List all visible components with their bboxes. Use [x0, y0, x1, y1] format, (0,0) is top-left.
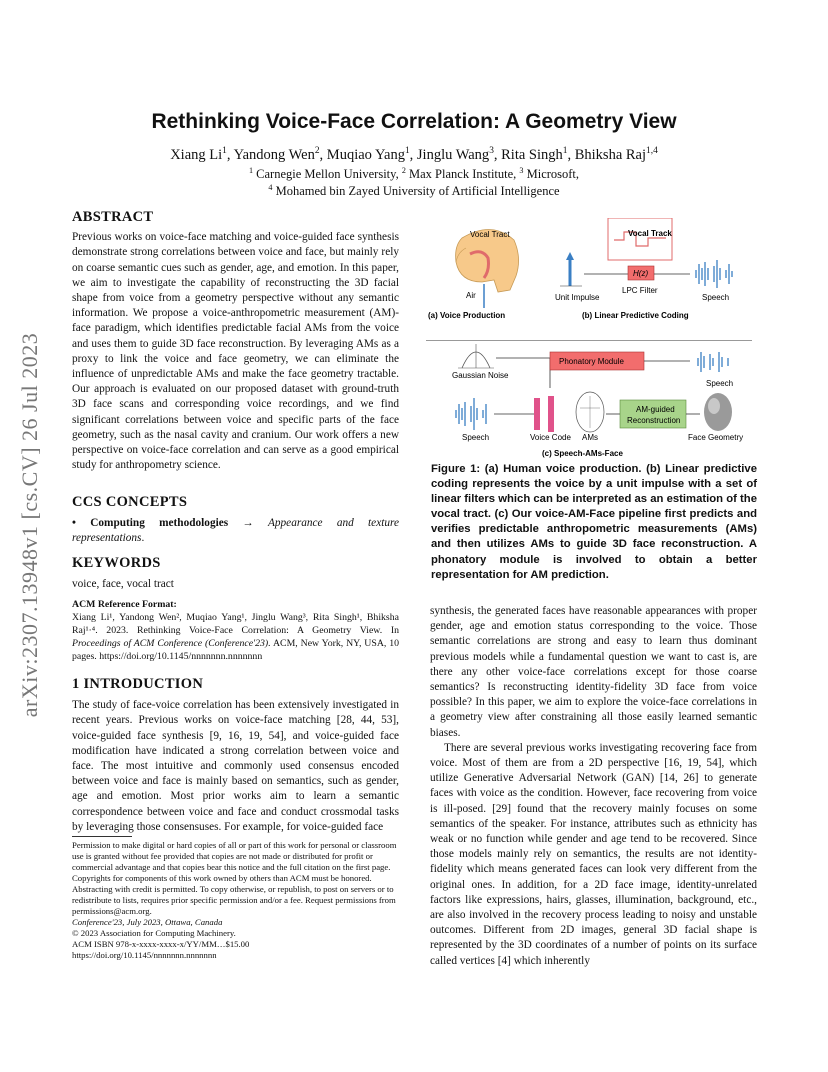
conference-line: Conference'23, July 2023, Ottawa, Canada	[72, 917, 223, 927]
author-sup: 1,4	[646, 146, 658, 156]
affil-sup: 1	[248, 166, 254, 175]
ccs-text	[72, 516, 399, 546]
subfig-c-label: (c) Speech-AMs-Face	[542, 449, 623, 458]
author-sup: 2	[314, 146, 320, 156]
voice-code-label: Voice Code	[530, 433, 571, 442]
doi-line: https://doi.org/10.1145/nnnnnnn.nnnnnnn	[72, 950, 217, 960]
acm-ref-italic: Proceedings of ACM Conference (Conference'23).	[72, 638, 271, 650]
affil-sup: 3	[519, 166, 524, 175]
ccs-bullet: • Computing methodologies	[72, 517, 229, 530]
author: Bhiksha Raj	[574, 146, 647, 163]
author: Jinglu Wang	[416, 146, 490, 163]
subfig-a-label: (a) Voice Production	[428, 311, 506, 320]
paper-title: Rethinking Voice-Face Correlation: A Geometry View	[151, 110, 677, 133]
ccs-heading: CCS CONCEPTS	[72, 494, 188, 510]
ccs-arrow: →	[228, 517, 268, 530]
affiliation-line-2	[0, 183, 828, 199]
figure-diagram	[422, 218, 758, 458]
left-column	[72, 210, 399, 473]
copyright-line: © 2023 Association for Computing Machinery.	[72, 928, 236, 938]
vocal-track-box	[608, 218, 672, 260]
abstract-heading: ABSTRACT	[72, 209, 154, 225]
ccs-italic: Appearance and texture representations	[72, 517, 399, 545]
speech-label-b: Speech	[702, 293, 730, 302]
speech-waveform	[696, 260, 732, 288]
ccs-end: .	[141, 532, 145, 545]
ams-face-sketch	[576, 392, 604, 432]
right-paragraph-2: There are several previous works investigating recovering face from voice. Most of them are from a 2D perspective [16, 19, 54], which utilize Generative Adversarial Network (GAN) [14, 26] to generate faces with voice as the condition. However, face recovering from voice is ill-posed. [29] found that the recovery mainly focuses on some semantics of the speaker. For instance, attributes such as ethnicity has weak or no function while gender and age tend to be recovered. Since those models mainly rely on semantics, the results are not identity-fidelity which means generated faces can look very different from the original ones. In addition, for a 2D face image, identity-unrelated factors like expressions, hairs, glasses, illumination, background, etc., are also involved in the recovery process leading to noisy and unstable outcomes. Different from 2D images, general 3D facial shape is represented by the 3D coordinates of a number of points on its surface called vertices [4] which inherently	[430, 741, 757, 967]
acm-ref-part: ACM, New York, NY, USA, 10 pages. https://doi.org/10.1145/nnnnnnn.nnnnnnn	[72, 638, 400, 663]
author: Rita Singh	[501, 146, 563, 163]
footnote-rule	[72, 836, 132, 837]
voice-code-bar-2	[548, 396, 554, 432]
arxiv-sidebar	[10, 290, 50, 760]
acm-ref-text	[72, 611, 399, 663]
affiliation: Microsoft,	[523, 167, 580, 182]
keywords-heading: KEYWORDS	[72, 555, 161, 571]
affiliation: Carnegie Mellon University,	[253, 167, 402, 182]
keywords-text: voice, face, vocal tract	[72, 578, 174, 591]
affil-sup: 2	[401, 166, 406, 175]
permission-text: Permission to make digital or hard copies of all or part of this work for personal or classroom use is granted without fee provided that copies are not made or distributed for profit or commercial advantage and that copies bear this notice and the full citation on the first page. Copyrights for components of this work owned by others than ACM must be honored. Abstracting with credit is permitted. To copy otherwise, or republish, to post on servers or to redistribute to lists, requires prior specific permission and/or a fee. Request permissions from permissions@acm.org.	[72, 840, 397, 916]
author: Xiang Li	[170, 146, 223, 163]
figure-caption: Figure 1: (a) Human voice production. (b) Linear predictive coding represents the voice by a unit impulse with a set of linear filters which can be interpreted as an estimation of the vocal tract. (c) Our voice-AM-Face pipeline first predicts and verifies predictable anthropometric measurements (AMs) and then utilizes AMs to guide 3D face reconstruction. A phonatory module is involved to obtain a better representation for AM prediction.	[431, 463, 757, 581]
author: Yandong Wen	[233, 146, 315, 163]
author-sup: 3	[489, 146, 494, 156]
author-sup: 1	[222, 146, 227, 156]
figure-separator	[426, 340, 752, 341]
face-geometry-mesh	[704, 393, 732, 431]
copyright-footnote	[72, 840, 399, 961]
figure-1	[422, 218, 758, 458]
face-geometry-label: Face Geometry	[688, 433, 744, 442]
acm-ref-part: Xiang Li¹, Yandong Wen², Muqiao Yang¹, Jinglu Wang³, Rita Singh¹, Bhiksha Raj¹·⁴. 2023. Rethinking Voice-Face Correlation: A Geometry View. In	[72, 612, 399, 637]
affiliation-line-1	[0, 166, 828, 182]
hz-label: H(z)	[633, 269, 649, 278]
lpc-filter-label: LPC Filter	[622, 286, 658, 295]
unit-impulse-icon	[560, 252, 582, 286]
air-label: Air	[466, 291, 476, 300]
reconstruction-label: Reconstruction	[627, 416, 681, 425]
speech-waveform-c2	[456, 398, 486, 430]
right-paragraph-1: synthesis, the generated faces have reasonable appearances with proper gender, age and emotion status corresponding to the voice. Those semantic correlations are strong and easy to learn thus dominant previous models while a fundamental question we want to cast is, are there any other voice-face correlations except for those coarse semantics? Is reconstructing identity-fidelity 3D face from voice possible? In this paper, we aim to explore the voice-face correlations in a geometry view after constraining all those easily learned semantic biases.	[430, 605, 757, 739]
speech-label-c2: Speech	[462, 433, 490, 442]
affil-sup: 4	[268, 183, 273, 192]
vocal-track-label: Vocal Track	[628, 229, 672, 238]
gaussian-noise-label: Gaussian Noise	[452, 371, 509, 380]
author-sup: 1	[562, 146, 568, 156]
author-sup: 1	[404, 146, 410, 156]
affiliation: Max Planck Institute,	[405, 167, 520, 182]
abstract-text: Previous works on voice-face matching and voice-guided face synthesis demonstrate strong correlations between voice and face, but mainly rely on coarse semantic cues such as gender, age, and emotion. In this paper, we aim to investigate the capability of reconstructing the 3D facial shape from voice from a geometry perspective without any semantic information. We propose a voice-anthropometric measurement (AM)-face paradigm, which identifies predictable facial AMs from the voice and uses them to guide 3D face reconstruction. By leveraging AMs as a proxy to link the voice and face geometry, we can eliminate the influence of unpredictable AMs and make the face geometry tractable. Our approach is evaluated on our proposed dataset with ground-truth 3D face scans and corresponding voice recordings, and we find significant correlations between voice and specific parts of the face geometry, such as the nasal cavity and cranium. Our work offers a new perspective on voice-face correlation and can serve as a good empirical study for anthropometry science.	[72, 231, 399, 472]
introduction-section	[72, 677, 399, 835]
keywords-section	[72, 556, 399, 592]
intro-heading: 1 INTRODUCTION	[72, 676, 204, 692]
phonatory-module-label: Phonatory Module	[559, 357, 624, 366]
unit-impulse-label: Unit Impulse	[555, 293, 600, 302]
acm-ref-heading: ACM Reference Format:	[72, 599, 177, 610]
voice-code-bar	[534, 398, 540, 430]
intro-paragraph: The study of face-voice correlation has been extensively investigated in recent years. Previous works on voice-face matching [28, 44, 53], voice-guided face synthesis [9, 16, 19, 54], and voice-guided face modification have indicated a strong correlation between voice and face. The most intuitive and commonly used consensus encoded between voice and face is mainly based on semantics, such as gender, age and emotion. Most prior works aim to learn a semantic correspondence between voice and face and conduct crossmodal tasks by leveraging those consensuses. For example, for voice-guided face	[72, 699, 399, 833]
ams-label: AMs	[582, 433, 598, 442]
author: Muqiao Yang	[326, 146, 405, 163]
vocal-tract-label: Vocal Tract	[470, 230, 510, 239]
subfig-b-label: (b) Linear Predictive Coding	[582, 311, 689, 320]
acm-reference	[72, 598, 399, 663]
author-list: Xiang Li$^1$, Yandong Wen$^2$, Muqiao Yang$^1$, Jinglu Wang$^3$, Rita Singh$^1$, Bhiksha Raj$^{1,4}$	[170, 146, 658, 163]
isbn-line: ACM ISBN 978-x-xxxx-xxxx-x/YY/MM…$15.00	[72, 939, 250, 949]
arxiv-id: arXiv:2307.13948v1 [cs.CV] 26 Jul 2023	[17, 332, 42, 718]
right-column	[430, 604, 757, 969]
gaussian-noise-icon	[458, 344, 494, 368]
speech-label-c1: Speech	[706, 379, 734, 388]
am-guided-label: AM-guided	[636, 405, 675, 414]
affiliation: Mohamed bin Zayed University of Artificial Intelligence	[272, 184, 560, 199]
ccs-section	[72, 495, 399, 547]
speech-waveform-c1	[698, 352, 728, 372]
